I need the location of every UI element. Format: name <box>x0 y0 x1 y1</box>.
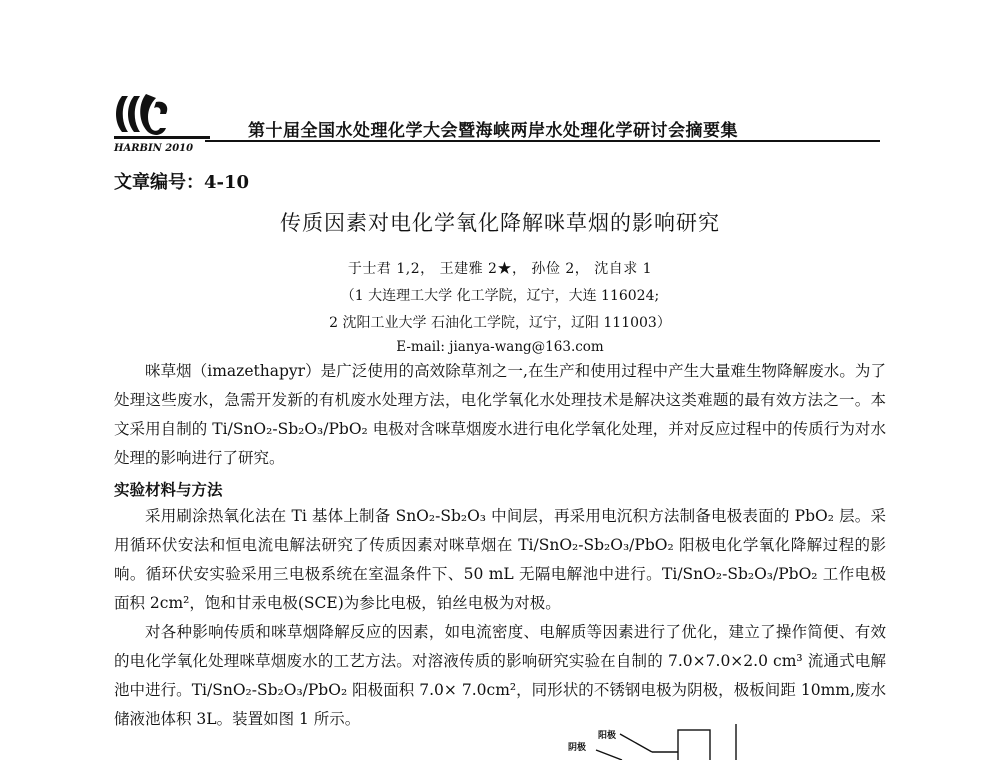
conference-logo <box>112 92 212 154</box>
figure-1-fragment <box>560 722 760 760</box>
affiliation-1: （1 大连理工大学 化工学院，辽宁，大连 116024; <box>340 288 660 304</box>
author-list: 于士君 1,2， 王建雅 2★， 孙俭 2， 沈自求 1 <box>347 261 653 277</box>
conference-title: 第十届全国水处理化学大会暨海峡两岸水处理化学研讨会摘要集 <box>248 121 738 141</box>
paper-title: 传质因素对电化学氧化降解咪草烟的影响研究 <box>280 211 720 235</box>
logo-mark-text: HARBIN 2010 <box>114 143 194 154</box>
section-heading: 实验材料与方法 <box>114 480 223 499</box>
anode-label: 阳极 <box>598 731 617 741</box>
methods-paragraph-2: 对各种影响传质和咪草烟降解反应的因素，如电流密度、电解质等因素进行了优化，建立了操作简便、有效的电化学氧化处理咪草烟废水的工艺方法。对溶液传质的影响研究实验在自制的 7.0×7.0×2.0 cm³ 流通式电解池中进行。Ti/SnO₂-Sb₂O₃/PbO₂ 阳极面积 7.0× 7.0cm²，同形状的不锈钢电极为阴极，极板间距 10mm,废水储液池体积 3L。装置如图 1 所示。 <box>114 623 886 728</box>
electrolysis-cell-diagram <box>560 722 760 760</box>
affiliation-2: 2 沈阳工业大学 石油化工学院，辽宁，辽阳 111003） <box>329 315 671 331</box>
abstract-paragraph-1: 咪草烟（imazethapyr）是广泛使用的高效除草剂之一,在生产和使用过程中产生大量难生物降解废水。为了处理这些废水，急需开发新的有机废水处理方法，电化学氧化水处理技术是解决这类难题的最有效方法之一。本文采用自制的 Ti/SnO₂-Sb₂O₃/PbO₂ 电极对含咪草烟废水进行电化学氧化处理，并对反应过程中的传质行为对水处理的影响进行了研究。 <box>114 362 886 467</box>
contact-email: E-mail: jianya-wang@163.com <box>396 339 604 355</box>
cathode-label: 阴极 <box>568 743 587 753</box>
header-divider <box>205 140 880 142</box>
methods-paragraph-1: 采用刷涂热氧化法在 Ti 基体上制备 SnO₂-Sb₂O₃ 中间层，再采用电沉积方法制备电极表面的 PbO₂ 层。采用循环伏安法和恒电流电解法研究了传质因素对咪草烟在 Ti/SnO₂-Sb₂O₃/PbO₂ 阳极电化学氧化降解过程的影响。循环伏安实验采用三电极系统在室温条件下、50 mL 无隔电解池中进行。Ti/SnO₂-Sb₂O₃/PbO₂ 工作电极面积 2cm²，饱和甘汞电极(SCE)为参比电极，铂丝电极为对极。 <box>114 507 886 612</box>
article-number: 文章编号：4-10 <box>114 172 250 193</box>
